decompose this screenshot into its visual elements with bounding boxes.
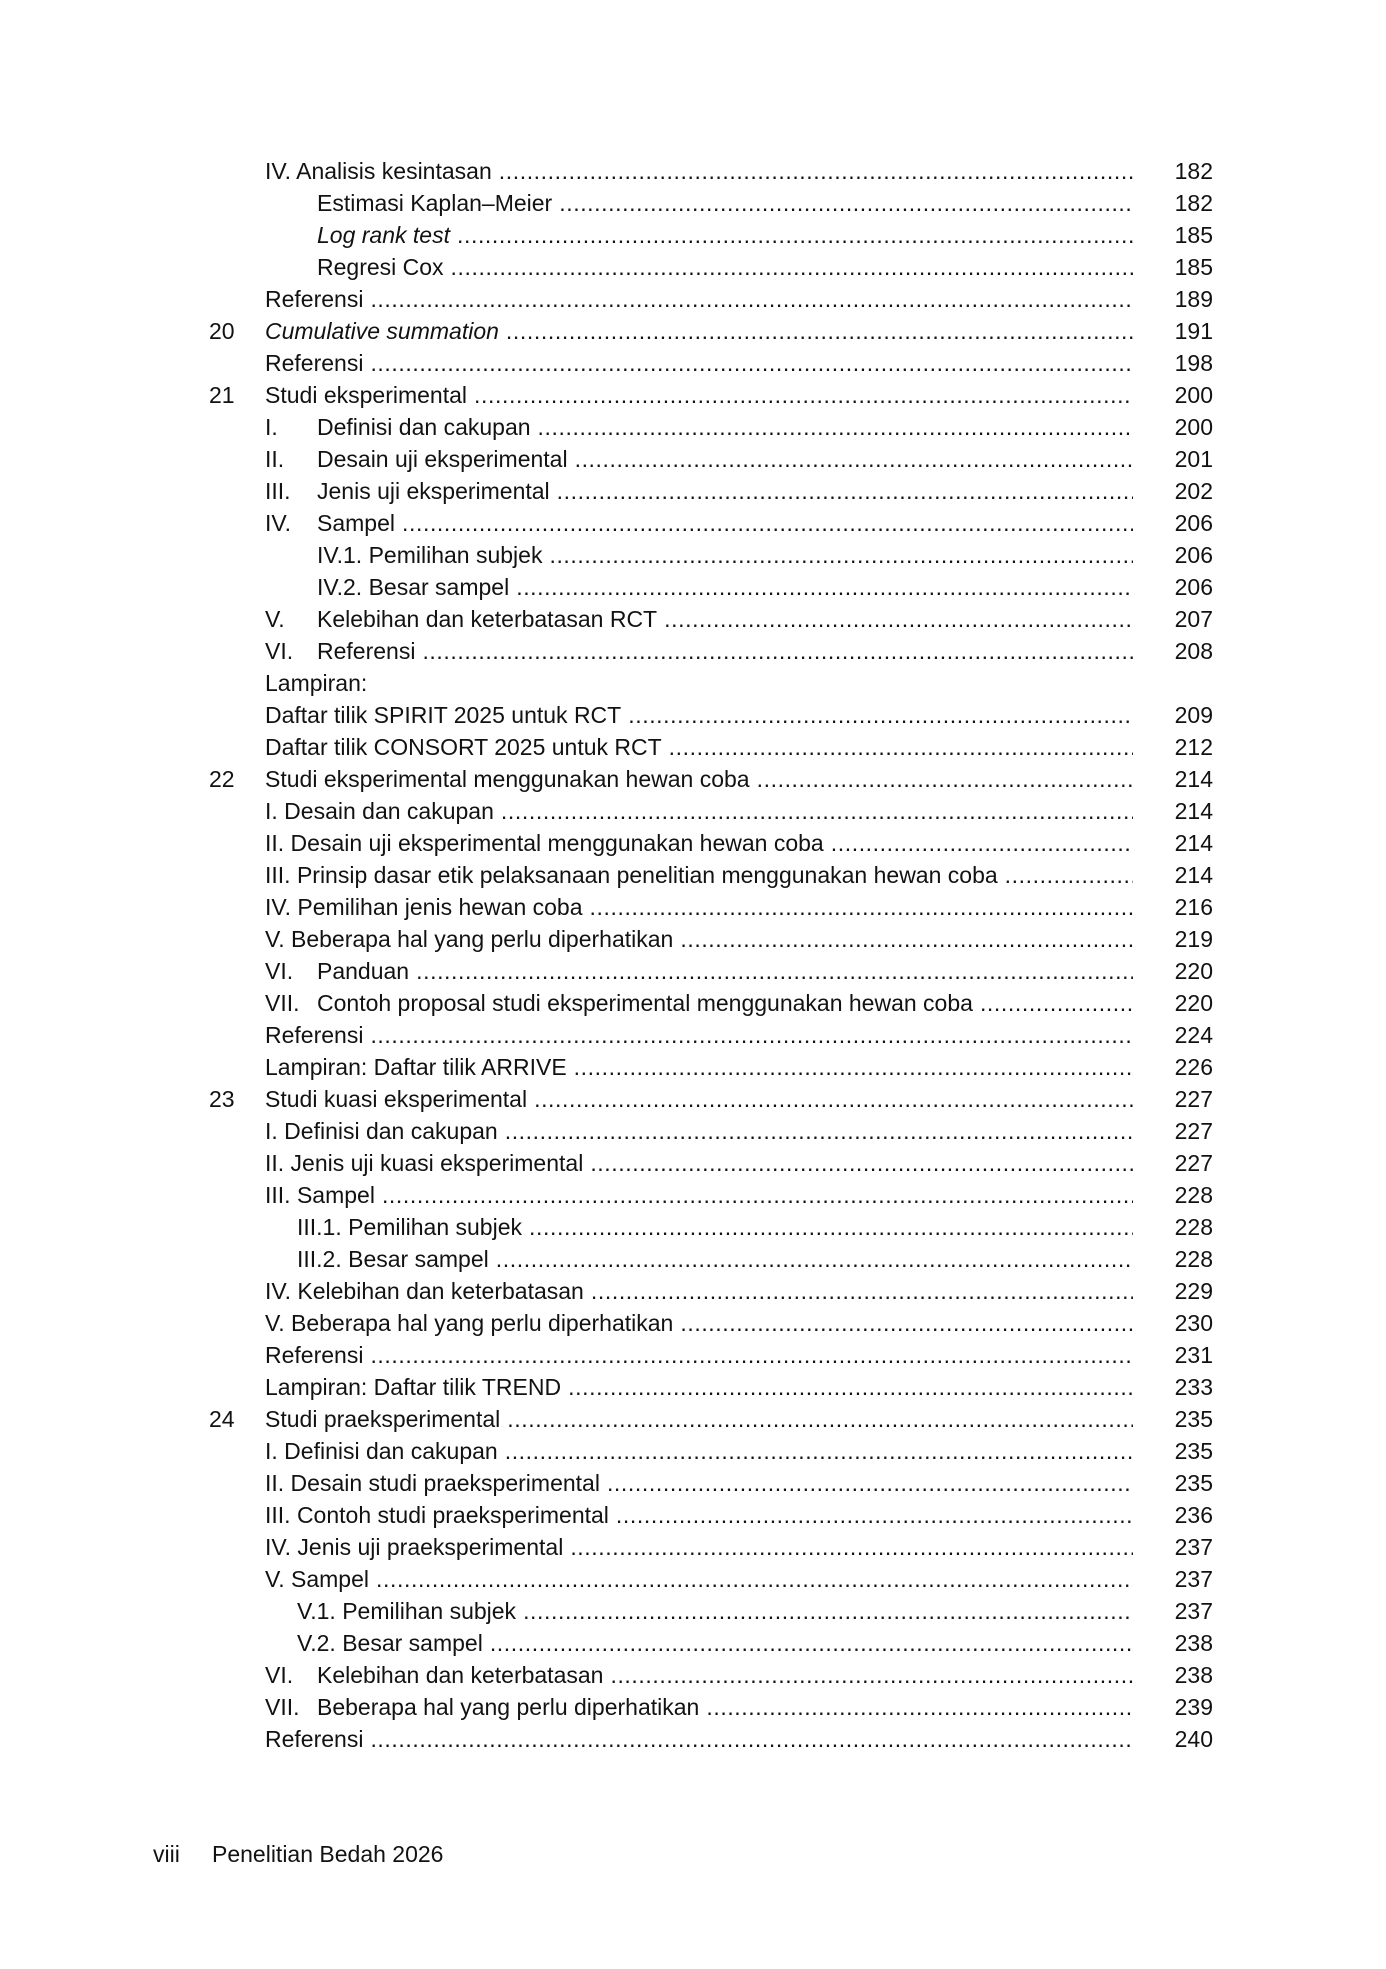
toc-item-numeral: VI. [265, 1662, 294, 1688]
toc-entry-label: Panduan [317, 958, 410, 984]
dot-leader [664, 603, 1133, 635]
toc-entry-label: III. Sampel [265, 1182, 375, 1208]
toc-chapter-number: 20 [209, 318, 235, 344]
toc-entry-label: II. Desain studi praeksperimental [265, 1470, 600, 1496]
toc-entry-label: Log rank test [317, 222, 450, 248]
toc-row [265, 859, 1213, 891]
toc-page-number: 227 [1174, 1086, 1213, 1112]
toc-page-number: 216 [1174, 894, 1213, 920]
dot-leader [574, 1051, 1133, 1083]
toc-entry-label: Studi eksperimental [265, 382, 467, 408]
toc-page-number: 185 [1174, 254, 1213, 280]
dot-leader [499, 155, 1133, 187]
toc-page-number: 202 [1174, 478, 1213, 504]
toc-row [265, 187, 1213, 219]
toc-entry-label: Referensi [265, 1022, 364, 1048]
dot-leader [490, 1627, 1133, 1659]
dot-leader [591, 1275, 1133, 1307]
toc-row [209, 315, 1213, 347]
toc-entry-label: Studi eksperimental menggunakan hewan coba [265, 766, 750, 792]
toc-entry-label: Jenis uji eksperimental [317, 478, 550, 504]
toc-entry-label: I. Definisi dan cakupan [265, 1118, 498, 1144]
toc-entry-label: Definisi dan cakupan [317, 414, 531, 440]
toc-page-number: 227 [1174, 1150, 1213, 1176]
toc-page-number: 206 [1174, 542, 1213, 568]
toc-row [265, 1659, 1213, 1691]
toc-item-numeral: VII. [265, 990, 300, 1016]
toc-entry-label: IV. Pemilihan jenis hewan coba [265, 894, 583, 920]
toc-row [265, 1371, 1213, 1403]
toc-page-number: 209 [1174, 702, 1213, 728]
toc-row [265, 1627, 1213, 1659]
toc-entry-label: I. Desain dan cakupan [265, 798, 494, 824]
toc-page-number: 237 [1174, 1566, 1213, 1592]
toc-page-number: 237 [1174, 1598, 1213, 1624]
toc-row [265, 1019, 1213, 1051]
dot-leader [568, 1371, 1133, 1403]
toc-item-numeral: III. [265, 478, 291, 504]
toc-row [265, 699, 1213, 731]
toc-row [265, 251, 1213, 283]
footer-book-title: Penelitian Bedah 2026 [212, 1841, 444, 1867]
toc-entry-label: Referensi [317, 638, 416, 664]
dot-leader [505, 1115, 1133, 1147]
toc-page-number: 206 [1174, 574, 1213, 600]
toc-row [265, 1531, 1213, 1563]
toc-entry-label: Studi kuasi eksperimental [265, 1086, 528, 1112]
dot-leader [422, 635, 1133, 667]
footer-page-number: viii [153, 1841, 180, 1867]
toc-row [265, 1723, 1213, 1755]
dot-leader [575, 443, 1133, 475]
toc-page-number: 201 [1174, 446, 1213, 472]
toc-entry-label: V. Beberapa hal yang perlu diperhatikan [265, 1310, 674, 1336]
toc-entry-label: Contoh proposal studi eksperimental menggunakan hewan coba [317, 990, 973, 1016]
toc-page-number: 230 [1174, 1310, 1213, 1336]
toc-entry-label: Studi praeksperimental [265, 1406, 501, 1432]
toc-page-number: 191 [1174, 318, 1213, 344]
toc-entry-label: III.1. Pemilihan subjek [297, 1214, 523, 1240]
toc-page-number: 240 [1174, 1726, 1213, 1752]
toc-page-number: 228 [1174, 1182, 1213, 1208]
toc-entry-label: Lampiran: Daftar tilik ARRIVE [265, 1054, 567, 1080]
dot-leader [506, 315, 1133, 347]
toc-row [265, 507, 1213, 539]
toc-item-numeral: V. [265, 606, 285, 632]
toc-row [209, 379, 1213, 411]
toc-row [265, 347, 1213, 379]
dot-leader [501, 795, 1133, 827]
dot-leader [590, 891, 1133, 923]
toc-item-numeral: VI. [265, 958, 294, 984]
toc-row [265, 1179, 1213, 1211]
toc-page-number: 206 [1174, 510, 1213, 536]
dot-leader [559, 187, 1133, 219]
toc-row [265, 795, 1213, 827]
dot-leader [382, 1179, 1133, 1211]
toc-row [265, 1115, 1213, 1147]
dot-leader [1005, 859, 1133, 891]
toc-row [265, 1275, 1213, 1307]
dot-leader [505, 1435, 1133, 1467]
dot-leader [370, 347, 1133, 379]
toc-entry-label: I. Definisi dan cakupan [265, 1438, 498, 1464]
toc-row [265, 891, 1213, 923]
toc-page-number: 214 [1174, 862, 1213, 888]
toc-page-number: 239 [1174, 1694, 1213, 1720]
toc-entry-label: Regresi Cox [317, 254, 444, 280]
dot-leader [534, 1083, 1133, 1115]
dot-leader [370, 283, 1133, 315]
dot-leader [549, 539, 1133, 571]
dot-leader [570, 1531, 1133, 1563]
toc-page-number: 220 [1174, 990, 1213, 1016]
toc-chapter-number: 24 [209, 1406, 235, 1432]
toc-entry-label: Sampel [317, 510, 395, 536]
toc-page-number: 182 [1174, 190, 1213, 216]
toc-row [265, 1307, 1213, 1339]
toc-entry-label: II. Desain uji eksperimental menggunakan hewan coba [265, 830, 824, 856]
toc-row [265, 283, 1213, 315]
toc-item-numeral: IV. [265, 510, 292, 536]
toc-page-number: 219 [1174, 926, 1213, 952]
dot-leader [451, 251, 1133, 283]
toc-entry-label: Lampiran: Daftar tilik TREND [265, 1374, 562, 1400]
toc-entry-label: Cumulative summation [265, 318, 499, 344]
toc-entry-label: Daftar tilik SPIRIT 2025 untuk RCT [265, 702, 622, 728]
toc-row [265, 1435, 1213, 1467]
dot-leader [669, 731, 1133, 763]
toc-row [265, 539, 1213, 571]
toc-row [265, 1339, 1213, 1371]
toc-chapter-number: 23 [209, 1086, 235, 1112]
dot-leader [529, 1211, 1133, 1243]
toc-row [265, 475, 1213, 507]
toc-page-number: 220 [1174, 958, 1213, 984]
toc-entry-label: IV. Jenis uji praeksperimental [265, 1534, 564, 1560]
toc-row [265, 1467, 1213, 1499]
dot-leader [610, 1659, 1133, 1691]
toc-page-number: 235 [1174, 1470, 1213, 1496]
toc-item-numeral: II. [265, 446, 285, 472]
toc-page-number: 229 [1174, 1278, 1213, 1304]
dot-leader [607, 1467, 1133, 1499]
dot-leader [474, 379, 1133, 411]
toc-entry-label: IV.1. Pemilihan subjek [317, 542, 543, 568]
toc-entry-label: Referensi [265, 350, 364, 376]
toc-row [265, 1595, 1213, 1627]
toc-row [265, 987, 1213, 1019]
toc-item-numeral: VI. [265, 638, 294, 664]
toc-entry-label: IV. Kelebihan dan keterbatasan [265, 1278, 584, 1304]
toc-page-number: 231 [1174, 1342, 1213, 1368]
toc-entry-label: III.2. Besar sampel [297, 1246, 489, 1272]
toc-row [265, 1563, 1213, 1595]
toc-entry-label: Desain uji eksperimental [317, 446, 568, 472]
dot-leader [507, 1403, 1133, 1435]
toc-entry-label: III. Contoh studi praeksperimental [265, 1502, 609, 1528]
toc-row [265, 667, 1213, 699]
dot-leader [680, 1307, 1133, 1339]
toc-row [265, 731, 1213, 763]
toc-row [265, 1691, 1213, 1723]
toc-entry-label: V.1. Pemilihan subjek [297, 1598, 517, 1624]
dot-leader [757, 763, 1133, 795]
toc-entry-label: IV.2. Besar sampel [317, 574, 510, 600]
toc-page-number: 185 [1174, 222, 1213, 248]
toc-row [265, 955, 1213, 987]
dot-leader [538, 411, 1133, 443]
toc-chapter-number: 22 [209, 766, 235, 792]
toc-row [209, 1403, 1213, 1435]
toc-page-number: 200 [1174, 414, 1213, 440]
toc-row [265, 1051, 1213, 1083]
toc-row [265, 571, 1213, 603]
dot-leader [980, 987, 1133, 1019]
toc-page-number: 227 [1174, 1118, 1213, 1144]
toc-entry-label: II. Jenis uji kuasi eksperimental [265, 1150, 584, 1176]
toc-row [265, 603, 1213, 635]
toc-chapter-number: 21 [209, 382, 235, 408]
toc-row [265, 635, 1213, 667]
toc-page-number: 238 [1174, 1662, 1213, 1688]
toc-page-number: 182 [1174, 158, 1213, 184]
toc-row [265, 1147, 1213, 1179]
toc-row [209, 1083, 1213, 1115]
toc-row [265, 827, 1213, 859]
dot-leader [370, 1723, 1133, 1755]
toc-entry-label: Referensi [265, 286, 364, 312]
toc-list [209, 155, 1213, 1755]
toc-entry-label: IV. Analisis kesintasan [265, 158, 492, 184]
toc-item-numeral: VII. [265, 1694, 300, 1720]
dot-leader [680, 923, 1133, 955]
toc-entry-label: Daftar tilik CONSORT 2025 untuk RCT [265, 734, 662, 760]
toc-entry-label: Beberapa hal yang perlu diperhatikan [317, 1694, 700, 1720]
toc-entry-label: Lampiran: [265, 670, 368, 696]
dot-leader [457, 219, 1133, 251]
toc-row [265, 1243, 1213, 1275]
dot-leader [616, 1499, 1133, 1531]
dot-leader [706, 1691, 1133, 1723]
toc-page-number: 237 [1174, 1534, 1213, 1560]
toc-page-number: 224 [1174, 1022, 1213, 1048]
toc-page-number: 207 [1174, 606, 1213, 632]
toc-row [209, 763, 1213, 795]
toc-entry-label: Referensi [265, 1342, 364, 1368]
dot-leader [402, 507, 1133, 539]
toc-page-number: 228 [1174, 1246, 1213, 1272]
toc-page-number: 236 [1174, 1502, 1213, 1528]
toc-row [265, 443, 1213, 475]
toc-row [265, 219, 1213, 251]
toc-entry-label: Estimasi Kaplan–Meier [317, 190, 553, 216]
dot-leader [523, 1595, 1133, 1627]
toc-row [265, 1211, 1213, 1243]
dot-leader [628, 699, 1133, 731]
toc-page-number: 198 [1174, 350, 1213, 376]
toc-item-numeral: I. [265, 414, 278, 440]
toc-entry-label: Kelebihan dan keterbatasan [317, 1662, 604, 1688]
dot-leader [831, 827, 1133, 859]
dot-leader [557, 475, 1133, 507]
toc-page-number: 233 [1174, 1374, 1213, 1400]
toc-page-number: 200 [1174, 382, 1213, 408]
toc-entry-label: Referensi [265, 1726, 364, 1752]
toc-page-number: 208 [1174, 638, 1213, 664]
dot-leader [416, 955, 1133, 987]
toc-row [265, 155, 1213, 187]
toc-row [265, 923, 1213, 955]
toc-entry-label: V. Sampel [265, 1566, 369, 1592]
toc-entry-label: V.2. Besar sampel [297, 1630, 483, 1656]
toc-page-number: 238 [1174, 1630, 1213, 1656]
toc-page-number: 214 [1174, 830, 1213, 856]
toc-page-number: 214 [1174, 766, 1213, 792]
toc-page-number: 212 [1174, 734, 1213, 760]
toc-page-number: 214 [1174, 798, 1213, 824]
dot-leader [496, 1243, 1133, 1275]
toc-row [265, 1499, 1213, 1531]
toc-page-number: 226 [1174, 1054, 1213, 1080]
dot-leader [376, 1563, 1133, 1595]
toc-entry-label: Kelebihan dan keterbatasan RCT [317, 606, 658, 632]
dot-leader [370, 1339, 1133, 1371]
toc-entry-label: V. Beberapa hal yang perlu diperhatikan [265, 926, 674, 952]
dot-leader [370, 1019, 1133, 1051]
toc-page-number: 235 [1174, 1406, 1213, 1432]
toc-page-number: 235 [1174, 1438, 1213, 1464]
toc-row [265, 411, 1213, 443]
page-footer [153, 1838, 443, 1870]
dot-leader [516, 571, 1133, 603]
toc-page-number: 228 [1174, 1214, 1213, 1240]
toc-page-number: 189 [1174, 286, 1213, 312]
dot-leader [590, 1147, 1133, 1179]
toc-entry-label: III. Prinsip dasar etik pelaksanaan penelitian menggunakan hewan coba [265, 862, 998, 888]
